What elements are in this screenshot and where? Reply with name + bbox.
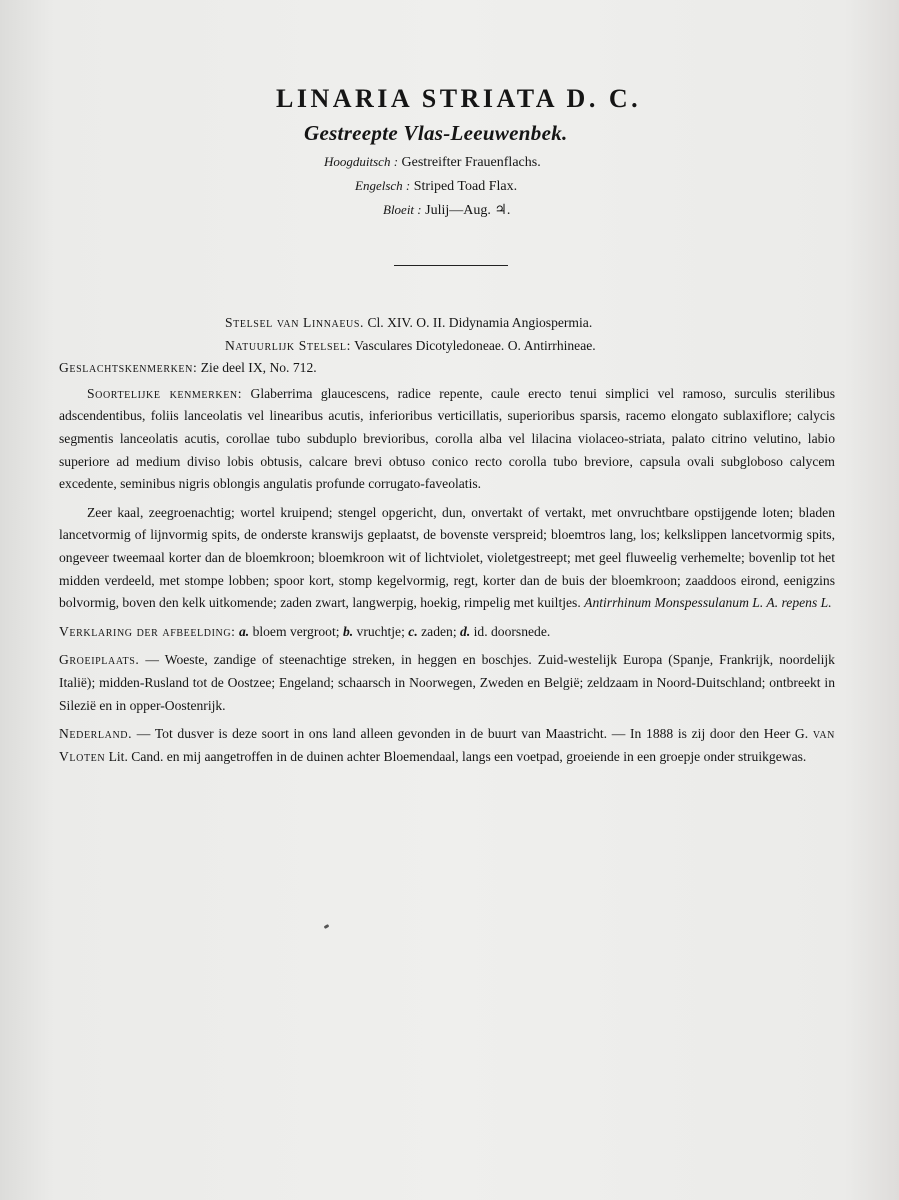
stelsel-label: Stelsel van Linnaeus. [225, 315, 365, 330]
bloom-line [383, 202, 510, 219]
german-label: Hoogduitsch : [324, 154, 399, 169]
groeiplaats [59, 649, 835, 717]
verklaring-a-text: bloem vergroot; [252, 623, 340, 639]
nederland [59, 723, 835, 768]
english-value: Striped Toad Flax. [413, 179, 518, 194]
geslachtskenmerken [59, 357, 835, 380]
page-speck [324, 924, 330, 929]
verklaring-c-text: zaden; [421, 623, 457, 639]
bloom-value: Julij—Aug. ♃. [425, 203, 511, 218]
nederland-text-2: Lit. Cand. en mij aangetroffen in de duinen achter Bloemendaal, langs een voetpad, groeiende in een groepje onder struikgewas. [108, 748, 807, 764]
groei-text: — Woeste, zandige of steenachtige streken, in heggen en boschjes. Zuid-westelijk Europa (Spanje, Frankrijk, noordelijk Italië); midden-Rusland tot de Oostzee; Engeland; schaarsch in Noorwegen, Zweden en België; zeldzaam in Noord-Duitschland; ontbreekt in Silezië en in opper-Oostenrijk. [59, 652, 835, 713]
dutch-text: Zeer kaal, zeegroenachtig; wortel kruipend; stengel opgericht, dun, onvertakt of vertakt, met onvruchtbare opstijgende loten; bladen lancetvormig of lijnvormig spits, de onderste kranswijs geplaatst, de bovenste verspreid; bloemtros lang, los; kelkslippen lancetvormig spits, ongeveer tweemaal korter dan de bloemkroon; bloemkroon wit of lichtviolet, violetgestreept; met geel fluweelig verhemelte; bovenlip tot het midden verdeeld, met stompe lobben; spoor kort, stomp kegelvormig, regt, korter dan de buis der bloemkroon; zaaddoos eirond, eenigzins bolvormig, boven den kelk uitkomende; zaden zwart, langwerpig, hoekig, rimpelig met kuiltjes. [59, 504, 835, 611]
bloom-label: Bloeit : [383, 202, 422, 217]
geslacht-label: Geslachtskenmerken: [59, 360, 198, 376]
english-label: Engelsch : [355, 178, 411, 193]
natuurlijk-stelsel [59, 335, 835, 358]
verklaring-c: c. [408, 623, 418, 639]
divider-rule [394, 265, 508, 266]
verklaring-afbeelding [59, 621, 835, 644]
verklaring-label: Verklaring der afbeelding: [59, 623, 236, 639]
verklaring-d: d. [460, 623, 471, 639]
page-subtitle: Gestreepte Vlas-Leeuwenbek. [304, 121, 568, 145]
dutch-description [59, 502, 835, 615]
soort-text: Glaberrima glaucescens, radice repente, caule erecto tenui simplici vel ramoso, surculis sterilibus adscendentibus, foliis lanceolatis vel linearibus acutis, inferioribus verticillatis, superioribus sparsis, racemo elongato sublaxiflore; calycis segmentis lanceolatis acutis, corollae tubo subduplo brevioribus, corolla alba vel lilacina violaceo-striata, palato citrino velutino, labio superiore ad medium diviso lobis obtusis, calcare brevi obtuso conico recto corolla tubo breviore, capsula ovali subgloboso calycem excedente, seminibus nigris oblongis angulatis profunde corrugato-faveolatis. [59, 385, 835, 492]
natuurlijk-text: Vasculares Dicotyledoneae. O. Antirrhineae. [354, 337, 596, 353]
geslacht-text: Zie deel IX, No. 712. [200, 360, 317, 376]
english-name-line [355, 178, 517, 195]
verklaring-d-text: id. doorsnede. [473, 623, 551, 639]
verklaring-b: b. [342, 623, 354, 639]
nederland-label: Nederland. [59, 726, 133, 742]
soortelijke-kenmerken [59, 383, 835, 496]
nederland-name: van Vloten [59, 726, 835, 764]
description-body [59, 312, 835, 768]
stelsel-text: Cl. XIV. O. II. Didynamia Angiospermia. [367, 315, 593, 330]
synonym-text: Antirrhinum Monspessulanum L. A. repens L. [584, 595, 832, 611]
german-value: Gestreifter Frauenflachs. [401, 155, 541, 170]
verklaring-a: a. [238, 623, 250, 639]
verklaring-b-text: vruchtje; [356, 623, 405, 639]
natuurlijk-label: Natuurlijk Stelsel: [225, 337, 351, 353]
page-title: LINARIA STRIATA D. C. [276, 84, 642, 113]
german-name-line [324, 154, 541, 171]
groei-label: Groeiplaats. [59, 652, 140, 668]
soort-label: Soortelijke kenmerken: [87, 385, 243, 401]
stelsel-linnaeus [59, 312, 835, 335]
nederland-text-1: — Tot dusver is deze soort in ons land alleen gevonden in de buurt van Maastricht. — In 1888 is zij door den Heer G. [136, 726, 809, 742]
